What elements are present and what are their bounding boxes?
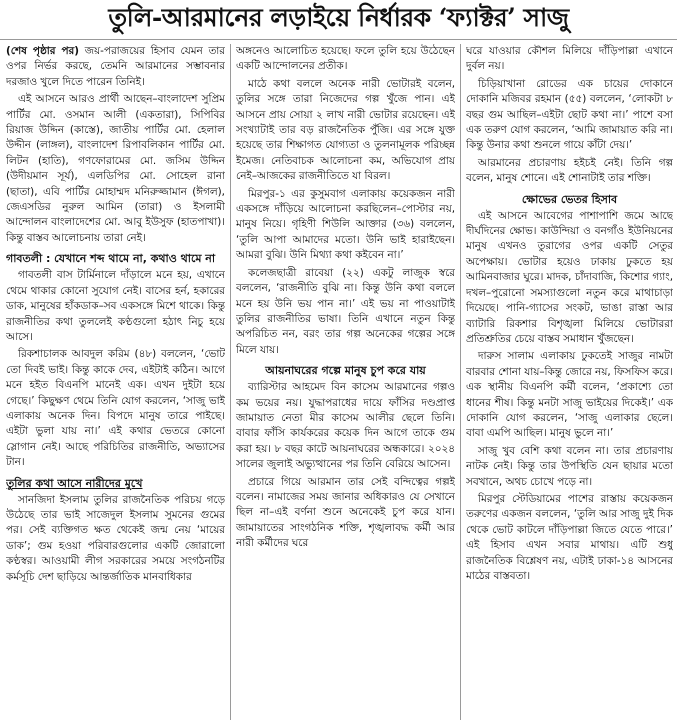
paragraph: মিরপুর স্টেডিয়ামের পাশের রাস্তায় কয়েকজন তরুণের একজন বললেন, ‘তুলি আর সাজু দুই দিক থেকে ভোট কাটলে দাঁড়িপাল্লা জিতে যেতে পারে।’ এই হিসাব এখন সবার মাথায়। এটি শুধু রাজনৈতিক বিশ্লেষণ নয়, এটাই ঢাকা-১৪ আসনের মাঠের বাস্তবতা। <box>466 492 673 582</box>
paragraph: ঘরে যাওয়ার কৌশল মিলিয়ে দাঁড়িপাল্লা এখানে দুর্বল নয়। <box>466 45 673 73</box>
article-column-3 <box>466 44 673 724</box>
paragraph: মাঠে কথা বললে অনেক নারী ভোটারই বলেন, তুলির সঙ্গে তারা নিজেদের গল্প খুঁজে পান। এই আসনে প্রায় সোয়া ২ লাখ নারী ভোটার রয়েছেন। এই সংখ্যাটাই তার বড় রাজনৈতিক পুঁজি। এর সঙ্গে যুক্ত হয়েছে তার শিক্ষাগত যোগ্যতা ও তুলনামূলক পরিচ্ছন্ন ইমেজ। নেতিবাচক আলোচনা কম, অভিযোগ প্রায় নেই–আজকের রাজনীতিতে যা বিরল। <box>236 77 455 183</box>
column-divider <box>460 44 461 720</box>
paragraph: এই আসনে আবেগের পাশাপাশি জমে আছে দীর্ঘদিনের ক্ষোভ। কাউন্দিয়া ও বনগাঁও ইউনিয়নের মানুষ এখনও তুরাগের ওপর একটি সেতুর অপেক্ষায়। ভোটার হয়েও ঢাকায় ঢুকতে হয় আমিনবাজার ঘুরে। মাদক, চাঁদাবাজি, কিশোর গ্যাং, দখল–পুরোনো সমস্যাগুলো নতুন করে মাথাচাড়া দিয়েছে। পানি-গ্যাসের সংকট, ভাঙা রাস্তা আর ব্যাটারি রিকশার বিশৃঙ্খলা মিলিয়ে ভোটাররা প্রতিশ্রুতির চেয়ে বাস্তব সমাধান খুঁজছেন। <box>466 209 673 345</box>
paragraph: দারুস সালাম এলাকায় ঢুকতেই সাজুর নামটা বারবার শোনা যায়–কিন্তু জোরে নয়, ফিসফিস করে। এক স্থানীয় বিএনপি কর্মী বলেন, ‘প্রকাশ্যে তো ধানের শীষ। কিন্তু মনটা সাজু ভাইয়ের দিকেই।’ এক দোকানি যোগ করলেন, ‘সাজু এলাকার ছেলে। বাবা এমপি আছিল। মানুষ ভুলে না।’ <box>466 350 673 440</box>
paragraph: সানজিদা ইসলাম তুলির রাজনৈতিক পরিচয় গড়ে উঠেছে তার ভাই সাজেদুল ইসলাম সুমনের গুমের পর। সেই ব্যক্তিগত ক্ষত থেকেই জন্ম নেয় ‘মায়ের ডাক’; গুম হওয়া পরিবারগুলোর একটি জোরালো কণ্ঠস্বর। আওয়ামী লীগ সরকারের সময়ে সংগঠনটির কর্মসূচি দেশ ছাড়িয়ে আন্তর্জাতিক মানবাধিকার <box>6 493 225 583</box>
paragraph: চিড়িয়াখানা রোডের এক চায়ের দোকানে দোকানি মজিবর রহমান (৫৫) বললেন, ‘লোকটা ৮ বছর গুম আছিল–এইটা ছোট কথা না।’ পাশে বসা এক তরুণ যোগ করলেন, ‘আমি জামায়াত করি না। কিন্তু উনার কথা শুনলে গায়ে কাঁটা দেয়।’ <box>466 77 673 152</box>
subheading: তুলির কথা আসে নারীদের মুখে <box>6 476 143 490</box>
column-divider <box>230 44 231 720</box>
paragraph: অঙ্গনেও আলোচিত হয়েছে। ফলে তুলি হয়ে উঠেছেন একটি আন্দোলনের প্রতীক। <box>236 45 455 73</box>
paragraph: এই আসনে আরও প্রার্থী আছেন–বাংলাদেশ সুপ্রিম পার্টির মো. ওসমান আলী (একতারা), সিপিবির রিয়াজ উদ্দিন (কাস্তে), জাতীয় পার্টির মো. হেলাল উদ্দীন (লাঙ্গল), বাংলাদেশ রিপাবলিকান পার্টির মো. লিটন (হাতি), গণফোরামের মো. জসিম উদ্দিন (উদীয়মান সূর্য), এলডিপির মো. সোহেল রানা (ছাতা), এবি পার্টির মোহাম্মদ মনিরুজ্জামান (ঈগল), জেএসডির নুরুল আমিন (তারা) ও ইসলামী আন্দোলন বাংলাদেশের মো. আবু ইউসুফ (হাতপাখা)। কিন্তু বাস্তব আলোচনায় তারা নেই। <box>6 93 225 244</box>
paragraph: রিকশাচালক আবদুল করিম (৪৮) বললেন, ‘ভোট তো দিবই ভাই। কিন্তু কাকে দেব, এইটাই কঠিন। আগে মনে হইত বিএনপি মানেই এক। এখন দুইটা হয়ে গেছে।’ কিছুক্ষণ থেমে তিনি যোগ করলেন, ‘সাজু ভাই এলাকায় অনেক দিন। বিপদে মানুষ তারে পাইছে। এইটা ভুলা যায় না।’ এই কথার ভেতরে কোনো স্লোগান নেই। আছে পরিচিতির রাজনীতি, অভ্যাসের টান। <box>6 348 225 469</box>
paragraph-text: জয়-পরাজয়ের হিসাব যেমন তার ওপর নির্ভর করছে, তেমনি আরমানের সম্ভাবনার দরজাও খুলে দিতে পারেন তিনিই। <box>6 45 225 88</box>
paragraph: আরমানের প্রচারণায় হইচই নেই। তিনি গল্প বলেন, মানুষ শোনে। এই শোনাটাই তার শক্তি। <box>466 156 673 185</box>
article-column-1 <box>6 44 225 724</box>
paragraph: ব্যারিস্টার আহমেদ বিন কাসেম আরমানের গল্পও কম ভয়ের নয়। যুদ্ধাপরাধের দায়ে ফাঁসির দণ্ডপ্রাপ্ত জামায়াত নেতা মীর কাসেম আলীর ছেলে তিনি। বাবার ফাঁসি কার্যকরের কয়েক দিন আগে তাকে গুম করা হয়। ৮ বছর কাটে আয়নাঘরের অন্ধকারে। ২০২৪ সালের জুলাই অভ্যুত্থানের পর তিনি বেরিয়ে আসেন। <box>236 381 455 471</box>
page-title: তুলি-আরমানের লড়াইয়ে নির্ধারক ‘ফ্যাক্টর’ সাজু <box>0 0 677 40</box>
subheading: আয়নাঘরের গল্পে মানুষ চুপ করে যায় <box>265 364 426 378</box>
subheading: গাবতলী : যেখানে শব্দ থামে না, কথাও থামে না <box>6 252 216 266</box>
paragraph: সাজু খুব বেশি কথা বলেন না। তার প্রচারণায় নাটক নেই। কিন্তু তার উপস্থিতি যেন ছায়ার মতো সবখানে, অথচ চোখে পড়ে না। <box>466 444 673 488</box>
article-column-2 <box>236 44 455 724</box>
subheading: ক্ষোভের ভেতর হিসাব <box>521 192 618 206</box>
paragraph: প্রচারে গিয়ে আরমান তার সেই বন্দিত্বের গল্পই বলেন। নামাজের সময় জানার অধিকারও যে সেখানে ছিল না–এই বর্ণনা শুনে অনেকেই চুপ করে যান। জামায়াতের সাংগঠনিক শক্তি, শৃঙ্খলাবদ্ধ কর্মী আর নারী কর্মীদের ঘরে <box>236 475 455 550</box>
paragraph: গাবতলী বাস টার্মিনালে দাঁড়ালে মনে হয়, এখানে থেমে থাকার কোনো সুযোগ নেই। বাসের হর্ন, হকারের ডাক, মানুষের হাঁকডাক–সব একসঙ্গে মিশে থাকে। কিন্তু রাজনীতির কথা তুললেই কণ্ঠগুলো হঠাৎ নিচু হয়ে আসে। <box>6 269 225 343</box>
paragraph: কলেজছাত্রী রাবেয়া (২২) একটু লাজুক স্বরে বললেন, ‘রাজনীতি বুঝি না। কিন্তু উনি কথা বললে মনে হয় উনি ভয় পান না।’ এই ভয় না পাওয়াটাই তুলির রাজনীতির ভাষা। তিনি এখানে নতুন কিন্তু অপরিচিত নন, বরং তার গল্প অনেকের গল্পের সঙ্গে মিলে যায়। <box>236 266 455 356</box>
continued-marker: (শেষ পৃষ্ঠার পর) <box>6 45 79 57</box>
paragraph: মিরপুর-১ এর কুসুমবাগ এলাকায় কয়েকজন নারী একসঙ্গে দাঁড়িয়ে আলোচনা করছিলেন–পোস্টার নয়, মানুষ নিয়ে। গৃহিণী শিউলি আক্তার (৩৬) বললেন, ‘তুলি আপা আমাদের মতো। উনি ভাই হারাইছেন। আমরা বুঝি। উনি মিথ্যা কথা কইবেন না।’ <box>236 187 455 262</box>
paragraph <box>6 44 225 90</box>
